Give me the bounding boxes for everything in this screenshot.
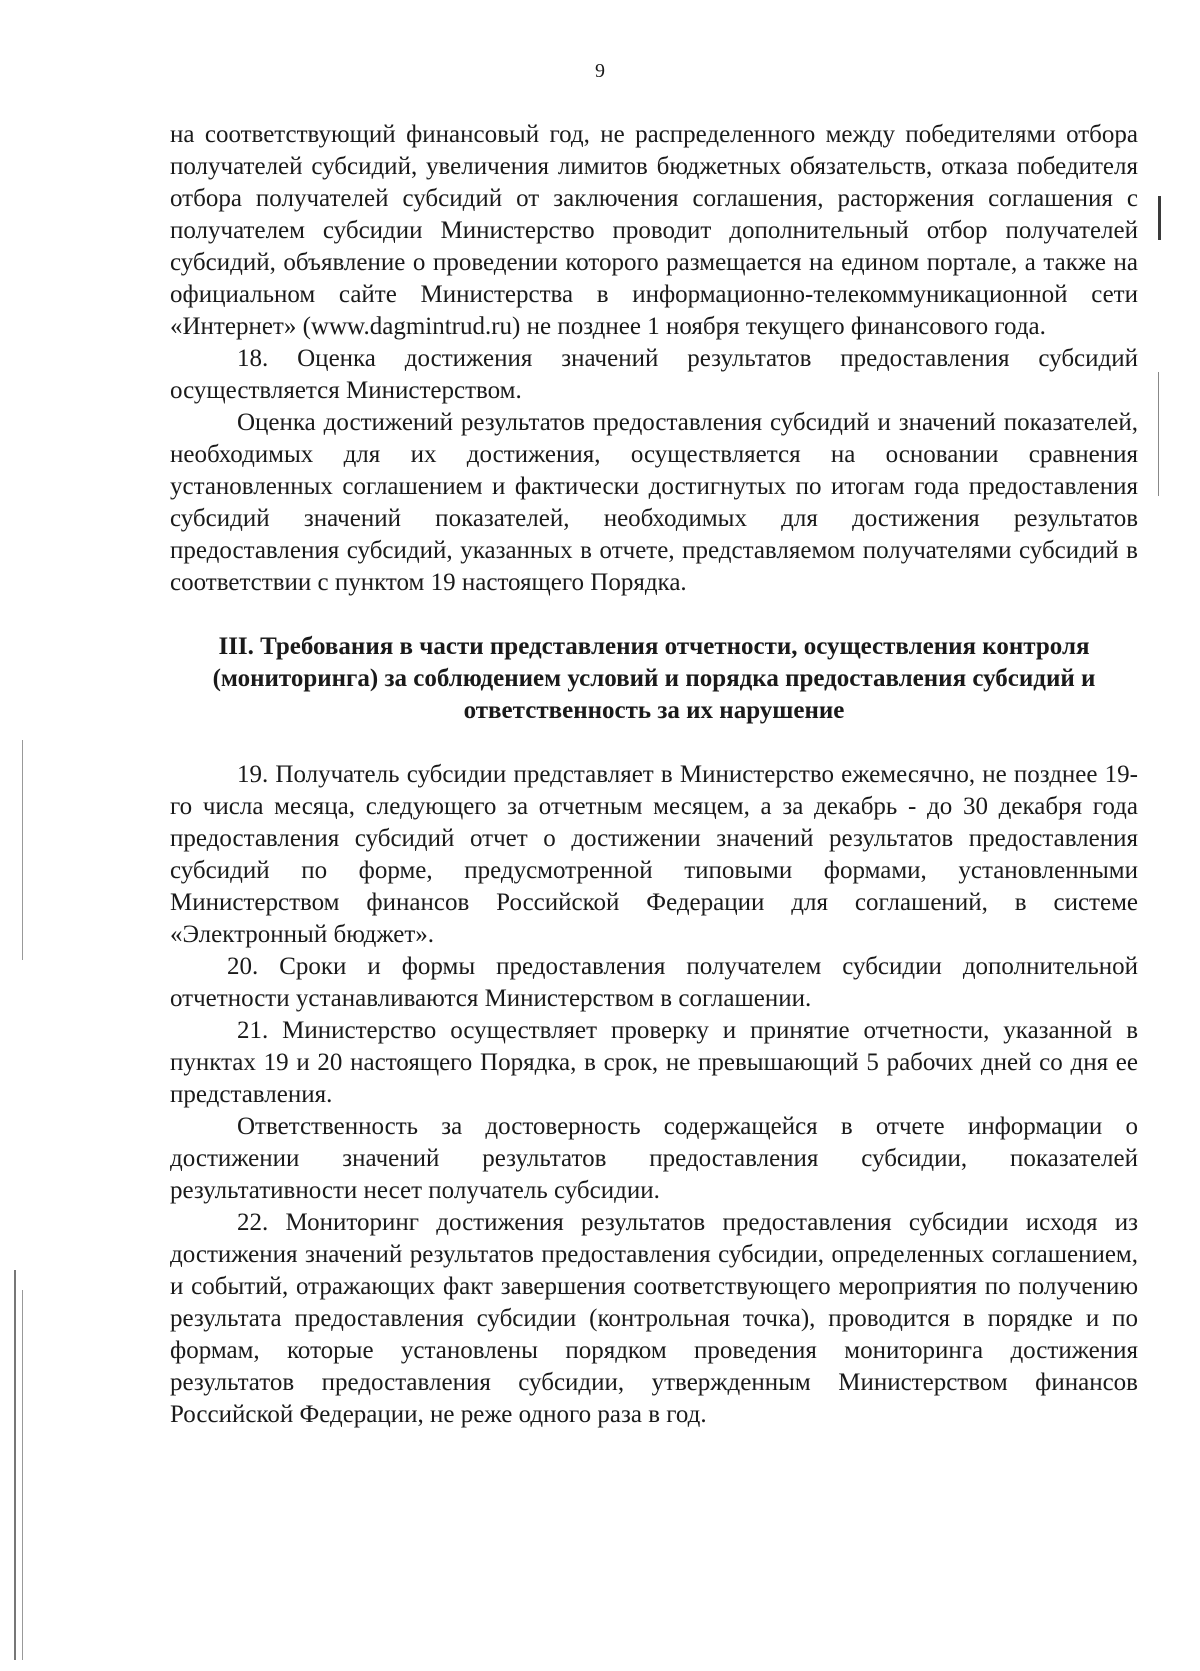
paragraph-19: 19. Получатель субсидии представляет в Министерство ежемесячно, не позднее 19-го числа месяца, следующего за отчетным месяцем, а за декабрь - до 30 декабря года предоставления субсидий отчет о достижении значений результатов предоставления субсидий по форме, предусмотренной типовыми формами, установленными Министерством финансов Российской Федерации для соглашений, в системе «Электронный бюджет». — [170, 761, 1138, 948]
paragraph-20: 20. Сроки и формы предоставления получателем субсидии дополнительной отчетности устанавливаются Министерством в соглашении. — [170, 953, 1138, 1012]
spacer — [170, 727, 1138, 759]
scan-artifact-right-mid — [1158, 372, 1159, 496]
scan-artifact-left-bottom — [14, 1270, 16, 1660]
paragraph-21: 21. Министерство осуществляет проверку и принятие отчетности, указанной в пунктах 19 и 20 настоящего Порядка, в срок, не превышающий 5 рабочих дней со дня ее представления. — [170, 1017, 1138, 1108]
section-heading: III. Требования в части представления отчетности, осуществления контроля (мониторинга) за соблюдением условий и порядка предоставления субсидий и ответственность за их нарушение — [212, 633, 1096, 724]
paragraph-21-responsibility: Ответственность за достоверность содержащейся в отчете информации о достижении значений результатов предоставления субсидии, показателей результативности несет получатель субсидии. — [170, 1113, 1138, 1204]
scan-artifact-left-bottom-2 — [22, 1290, 23, 1660]
paragraph-18: 18. Оценка достижения значений результатов предоставления субсидий осуществляется Министерством. — [170, 345, 1138, 404]
scan-artifact-left-mid — [22, 740, 23, 960]
paragraph-22: 22. Мониторинг достижения результатов предоставления субсидии исходя из достижения значений результатов предоставления субсидии, определенных соглашением, и событий, отражающих факт завершения соответствующего мероприятия по получению результата предоставления субсидии (контрольная точка), проводится в порядке и по формам, которые установлены порядком проведения мониторинга достижения результатов предоставления субсидии, утвержденным Министерством финансов Российской Федерации, не реже одного раза в год. — [170, 1209, 1138, 1428]
scan-artifact-right-top — [1158, 196, 1161, 240]
document-body — [170, 119, 1138, 1431]
paragraph-continuation: на соответствующий финансовый год, не распределенного между победителями отбора получателей субсидий, увеличения лимитов бюджетных обязательств, отказа победителя отбора получателей субсидий от заключения соглашения, расторжения соглашения с получателем субсидии Министерство проводит дополнительный отбор получателей субсидий, объявление о проведении которого размещается на едином портале, а также на официальном сайте Министерства в информационно-телекоммуникационной сети «Интернет» (www.dagmintrud.ru) не позднее 1 ноября текущего финансового года. — [170, 121, 1138, 340]
page-number: 9 — [595, 60, 605, 82]
paragraph-18-assessment: Оценка достижений результатов предоставления субсидий и значений показателей, необходимых для их достижения, осуществляется на основании сравнения установленных соглашением и фактически достигнутых по итогам года предоставления субсидий значений показателей, необходимых для достижения результатов предоставления субсидий, указанных в отчете, представляемом получателями субсидий в соответствии с пунктом 19 настоящего Порядка. — [170, 409, 1138, 596]
